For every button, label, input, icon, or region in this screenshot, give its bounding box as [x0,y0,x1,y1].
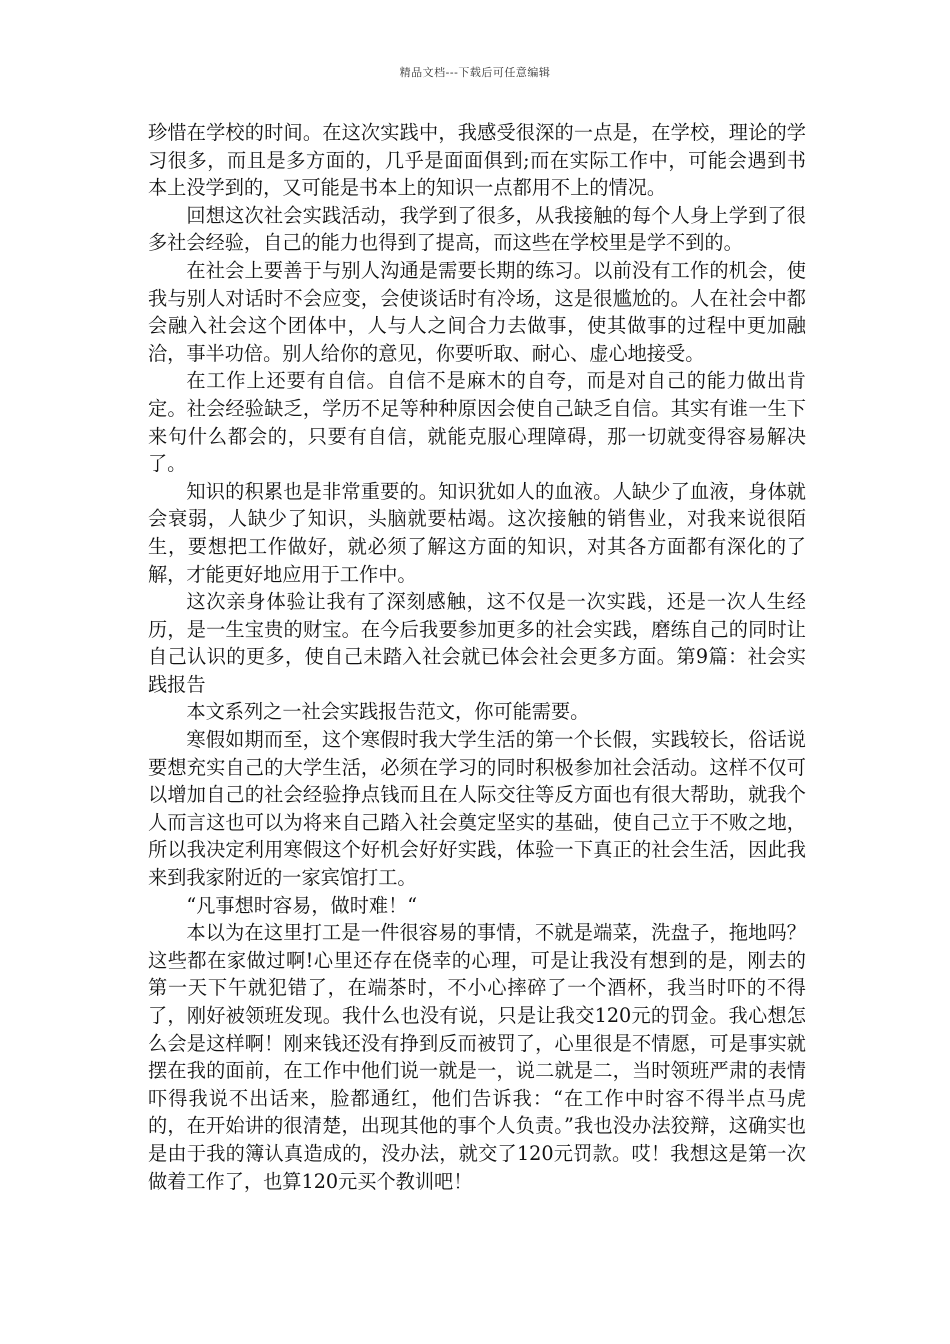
paragraph-6: 这次亲身体验让我有了深刻感触，这不仅是一次实践，还是一次人生经历，是一生宝贵的财宝。在今后我要参加更多的社会实践，磨练自己的同时让自己认识的更多，使自己未踏入社会就已体会社会更多方面。第9篇：社会实践报告 [148,590,806,696]
paragraph-8: 寒假如期而至，这个寒假时我大学生活的第一个长假，实践较长，俗话说要想充实自己的大学生活，必须在学习的同时积极参加社会活动。这样不仅可以增加自己的社会经验挣点钱而且在人际交往等反方面也有很大帮助，就我个人而言这也可以为将来自己踏入社会奠定坚实的基础，使自己立于不败之地，所以我决定利用寒假这个好机会好好实践，体验一下真正的社会生活，因此我来到我家附近的一家宾馆打工。 [148,728,806,890]
paragraph-7: 本文系列之一社会实践报告范文，你可能需要。 [186,700,590,724]
document-body [148,119,806,1195]
paragraph-3: 在社会上要善于与别人沟通是需要长期的练习。以前没有工作的机会，使我与别人对话时不会应变，会使谈话时有冷场，这是很尴尬的。人在社会中都会融入社会这个团体中，人与人之间合力去做事，使其做事的过程中更加融洽，事半功倍。别人给你的意见，你要听取、耐心、虚心地接受。 [148,258,806,365]
paragraph-4: 在工作上还要有自信。自信不是麻木的自夸，而是对自己的能力做出肯定。社会经验缺乏，学历不足等种种原因会使自己缺乏自信。其实有谁一生下来句什么都会的，只要有自信，就能克服心理障碍，那一切就变得容易解决了。 [148,369,806,476]
paragraph-5: 知识的积累也是非常重要的。知识犹如人的血液。人缺少了血液，身体就会衰弱，人缺少了知识，头脑就要枯竭。这次接触的销售业，对我来说很陌生，要想把工作做好，就必须了解这方面的知识，对其各方面都有深化的了解，才能更好地应用于工作中。 [148,479,806,586]
paragraph-9: “凡事想时容易，做时难！“ [186,893,418,917]
paragraph-10: 本以为在这里打工是一件很容易的事情，不就是端菜，洗盘子，拖地吗？这些都在家做过啊!心里还存在侥幸的心理，可是让我没有想到的是，刚去的第一天下午就犯错了，在端茶时，不小心摔碎了一个酒杯，我当时吓的不得了，刚好被领班发现。我什么也没有说，只是让我交120元的罚金。我心想怎么会是这样啊！刚来钱还没有挣到反而被罚了，心里很是不情愿，可是事实就摆在我的面前，在工作中他们说一就是一，说二就是二，当时领班严肃的表情吓得我说不出话来，脸都通红，他们告诉我：“在工作中时容不得半点马虎的，在开始讲的很清楚，出现其他的事个人负责。”我也没办法狡辩，这确实也是由于我的簿认真造成的，没办法，就交了120元罚款。哎！我想这是第一次做着工作了，也算120元买个教训吧！ [148,921,806,1193]
page-header: 精品文档---下载后可任意编辑 [399,66,551,79]
paragraph-1: 珍惜在学校的时间。在这次实践中，我感受很深的一点是，在学校，理论的学习很多，而且是多方面的，几乎是面面俱到;而在实际工作中，可能会遇到书本上没学到的，又可能是书本上的知识一点都用不上的情况。 [148,121,806,200]
paragraph-2: 回想这次社会实践活动，我学到了很多，从我接触的每个人身上学到了很多社会经验，自己的能力也得到了提高，而这些在学校里是学不到的。 [148,203,806,255]
